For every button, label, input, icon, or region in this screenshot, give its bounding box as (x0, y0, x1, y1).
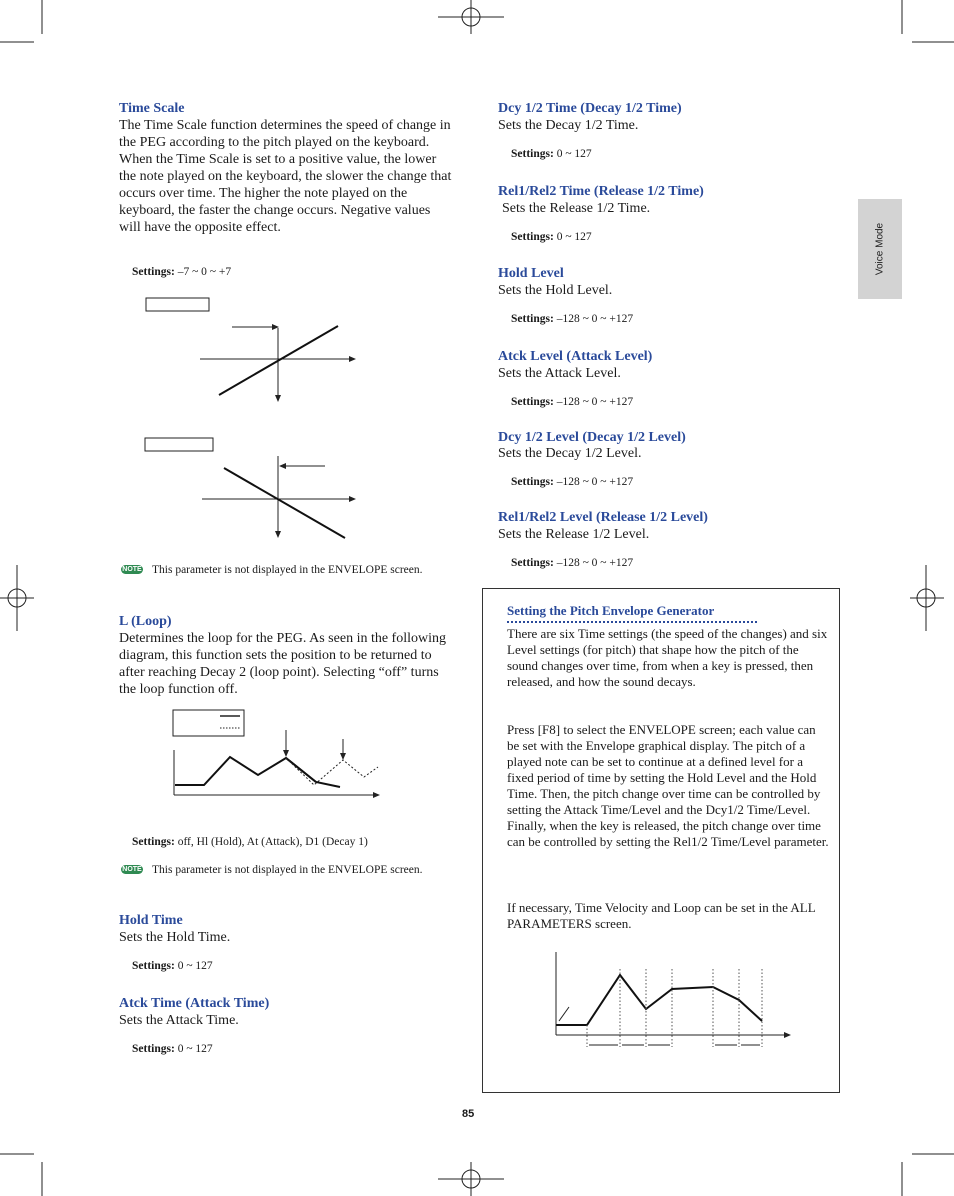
loop-settings (132, 835, 368, 849)
settings-label: Settings: (511, 313, 554, 325)
settings-label: Settings: (132, 266, 175, 278)
time-scale-positive-diagram (140, 290, 360, 410)
time-scale-text: The Time Scale function determines the speed of change in the PEG according to the pitch played on the keyboard. When the Time Scale is set to a positive value, the lower the note played on the keyboard, the slower the change that occurs over time. The higher the note played on the keyboard, the faster the change occurs. Negative values will have the opposite effect. (119, 118, 452, 235)
dcy-time-text: Sets the Decay 1/2 Time. (498, 118, 639, 133)
page-number: 85 (462, 1108, 475, 1120)
side-tab-label: Voice Mode (874, 222, 886, 276)
time-scale-heading: Time Scale (119, 101, 185, 116)
settings-value: 0 ~ 127 (177, 1043, 213, 1055)
atck-time-settings (132, 1042, 213, 1056)
hold-time-text: Sets the Hold Time. (119, 930, 231, 945)
rel-time-heading: Rel1/Rel2 Time (Release 1/2 Time) (498, 184, 704, 199)
settings-value: off, Hl (Hold), At (Attack), D1 (Decay 1) (177, 836, 368, 848)
dcy-level-heading: Dcy 1/2 Level (Decay 1/2 Level) (498, 430, 686, 445)
note-1 (121, 563, 451, 577)
time-scale-settings (132, 265, 231, 279)
loop-diagram (170, 705, 390, 805)
hold-level-heading: Hold Level (498, 266, 564, 281)
dcy-level-settings (511, 475, 633, 489)
atck-level-settings (511, 395, 633, 409)
dcy-time-settings (511, 147, 592, 161)
settings-label: Settings: (132, 1043, 175, 1055)
atck-time-text: Sets the Attack Time. (119, 1013, 239, 1028)
peg-info-box (482, 588, 840, 1093)
hold-time-heading: Hold Time (119, 913, 183, 928)
atck-level-text: Sets the Attack Level. (498, 366, 621, 381)
settings-value: –128 ~ 0 ~ +127 (556, 313, 634, 325)
settings-label: Settings: (511, 476, 554, 488)
peg-box-para-3: If necessary, Time Velocity and Loop can be set in the ALL PARAMETERS screen. (507, 900, 816, 931)
peg-envelope-diagram (549, 947, 799, 1057)
loop-text: Determines the loop for the PEG. As seen in the following diagram, this function sets the position to be returned to after reaching Decay 2 (loop point). Selecting “off” turns the loop function off. (119, 631, 446, 697)
settings-value: –7 ~ 0 ~ +7 (177, 266, 232, 278)
note-1-text: This parameter is not displayed in the ENVELOPE screen. (152, 564, 423, 576)
note-2 (121, 863, 451, 877)
note-2-text: This parameter is not displayed in the ENVELOPE screen. (152, 864, 423, 876)
rel-level-settings (511, 556, 633, 570)
side-tab (858, 199, 902, 299)
settings-label: Settings: (511, 231, 554, 243)
note-icon: NOTE (122, 866, 142, 873)
dcy-level-text: Sets the Decay 1/2 Level. (498, 446, 642, 461)
settings-label: Settings: (511, 557, 554, 569)
peg-box-title: Setting the Pitch Envelope Generator (507, 603, 757, 623)
settings-label: Settings: (511, 148, 554, 160)
settings-value: 0 ~ 127 (556, 231, 592, 243)
hold-level-settings (511, 312, 633, 326)
settings-value: –128 ~ 0 ~ +127 (556, 476, 634, 488)
settings-value: 0 ~ 127 (556, 148, 592, 160)
loop-heading: L (Loop) (119, 614, 172, 629)
peg-box-para-2: Press [F8] to select the ENVELOPE screen; each value can be set with the Envelope graphical display. The pitch of a played note can be set to continue at a defined level for a fixed period of time by setting the Hold Level and the Hold Time. Then, the pitch change over time can be controlled by setting the Attack Time/Level and the Dcy1/2 Time/Level. Finally, when the key is released, the pitch change over time can be controlled by setting the Rel1/2 Time/Level parameter. (507, 722, 829, 849)
note-icon: NOTE (122, 566, 142, 573)
settings-label: Settings: (511, 396, 554, 408)
atck-level-heading: Atck Level (Attack Level) (498, 349, 653, 364)
atck-time-heading: Atck Time (Attack Time) (119, 996, 270, 1011)
settings-label: Settings: (132, 836, 175, 848)
rel-time-settings (511, 230, 592, 244)
hold-time-settings (132, 959, 213, 973)
time-scale-negative-diagram (140, 430, 360, 550)
settings-value: –128 ~ 0 ~ +127 (556, 557, 634, 569)
settings-label: Settings: (132, 960, 175, 972)
settings-value: –128 ~ 0 ~ +127 (556, 396, 634, 408)
settings-value: 0 ~ 127 (177, 960, 213, 972)
dcy-time-heading: Dcy 1/2 Time (Decay 1/2 Time) (498, 101, 682, 116)
rel-level-text: Sets the Release 1/2 Level. (498, 527, 650, 542)
rel-time-text: Sets the Release 1/2 Time. (502, 201, 651, 216)
peg-box-para-1: There are six Time settings (the speed of the changes) and six Level settings (for pitch) that shape how the pitch of the sound changes over time, from when a key is pressed, then released, and how the sound decays. (507, 626, 828, 689)
hold-level-text: Sets the Hold Level. (498, 283, 613, 298)
rel-level-heading: Rel1/Rel2 Level (Release 1/2 Level) (498, 510, 708, 525)
